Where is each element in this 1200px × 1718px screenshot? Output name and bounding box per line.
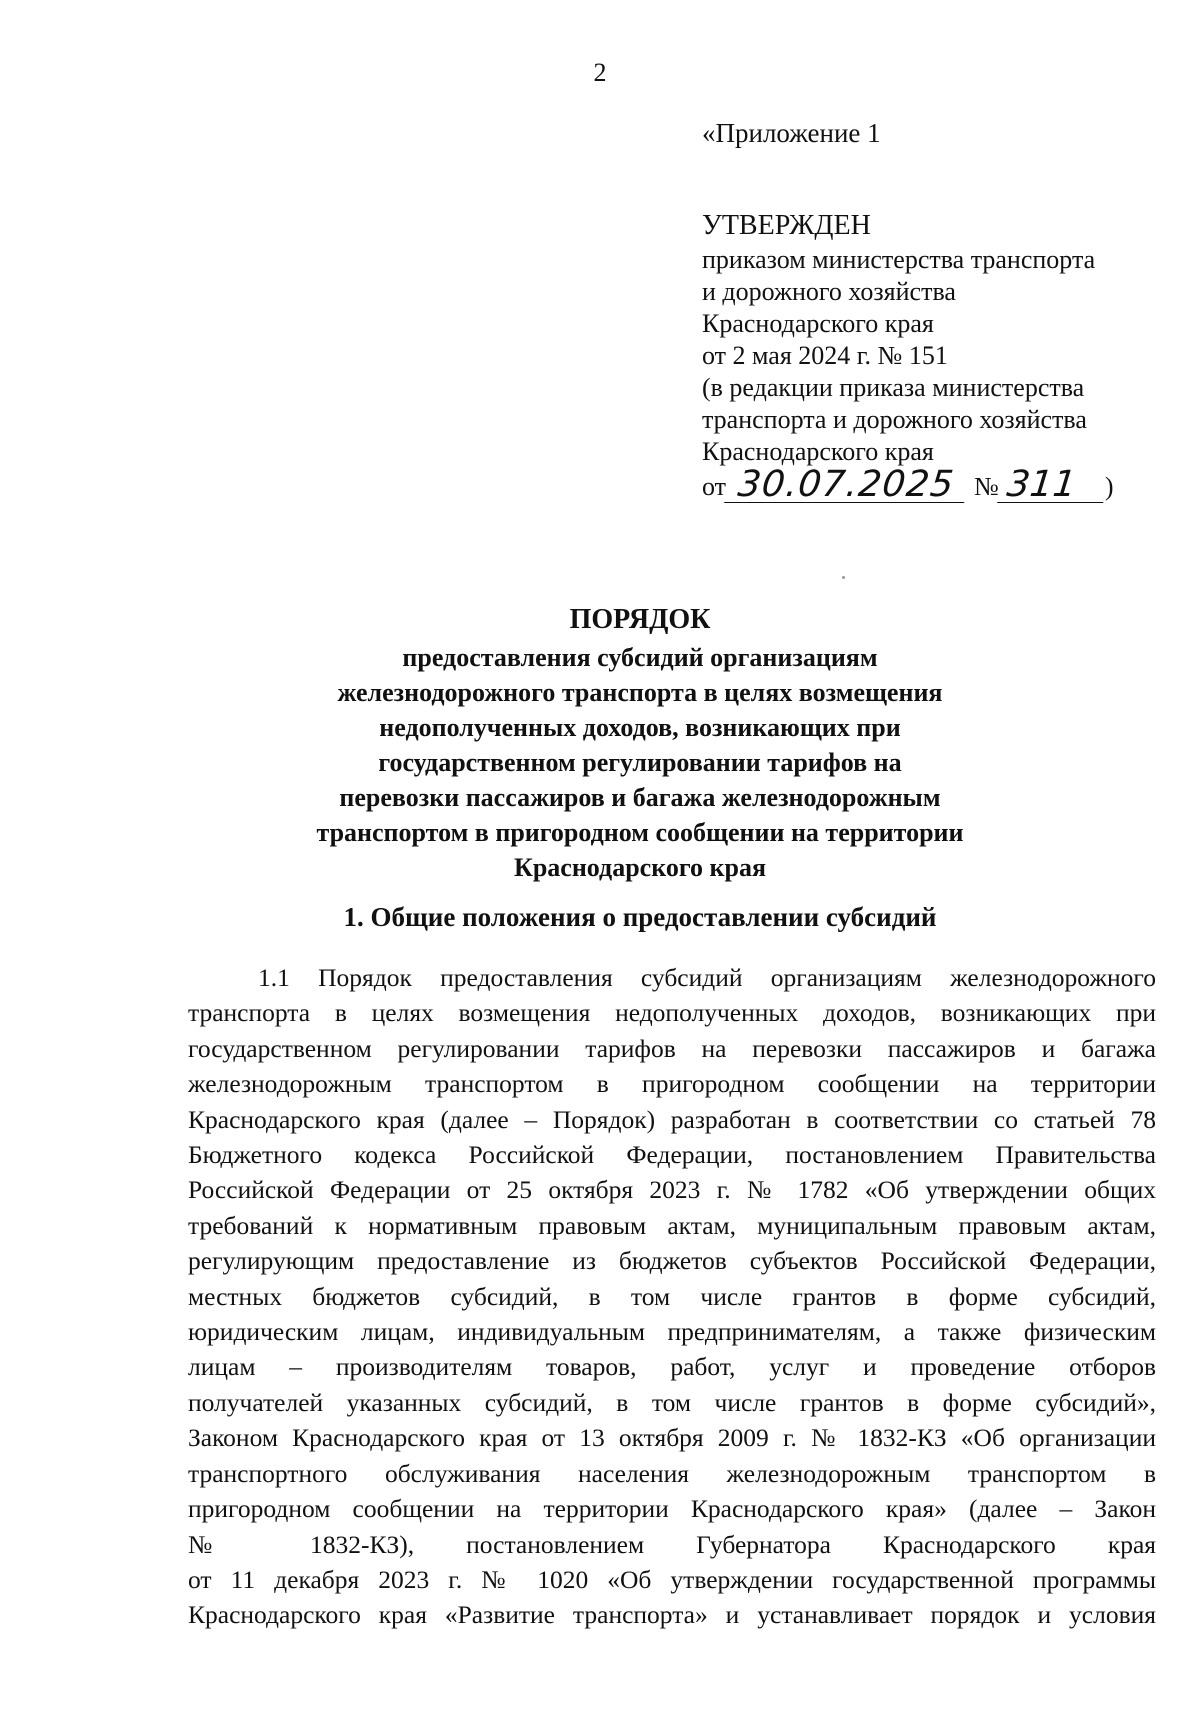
document-subtitle-line: недополученных доходов, возникающих при — [379, 713, 901, 742]
approval-line: приказом министерства транспорта — [702, 245, 1096, 274]
paragraph-line: юридическим лицам, индивидуальным предпринимателям, а также физическим — [188, 1317, 1156, 1347]
appendix-label: «Приложение 1 — [702, 118, 881, 148]
paragraph-line: регулирующим предоставление из бюджетов субъектов Российской Федерации, — [188, 1246, 1156, 1276]
paragraph-line: требований к нормативным правовым актам, муниципальным правовым актам, — [188, 1210, 1156, 1240]
paragraph-line: местных бюджетов субсидий, в том числе грантов в форме субсидий, — [188, 1281, 1156, 1311]
paragraph-line: № 1832-КЗ), постановлением Губернатора Краснодарского края — [188, 1529, 1156, 1559]
date-prefix: от — [702, 472, 727, 501]
paragraph-line: железнодорожным транспортом в пригородном сообщении на территории — [188, 1069, 1156, 1099]
paragraph-line: от 11 декабря 2023 г. № 1020 «Об утверждении государственной программы — [188, 1564, 1156, 1594]
number-sign: № — [974, 472, 999, 501]
approval-title: УТВЕРЖДЕН — [702, 210, 871, 241]
close-paren: ) — [1104, 472, 1114, 501]
approval-block — [702, 210, 1172, 508]
paragraph-line: Бюджетного кодекса Российской Федерации, постановлением Правительства — [188, 1140, 1156, 1170]
section-paragraph — [188, 960, 1156, 1633]
paragraph-line: государственном регулировании тарифов на перевозки пассажиров и багажа — [188, 1033, 1156, 1063]
document-subtitle-line: государственном регулировании тарифов на — [378, 748, 902, 777]
document-subtitle-line: перевозки пассажиров и багажа железнодорожным — [339, 783, 941, 812]
document-subtitle-line: предоставления субсидий организациям — [402, 643, 878, 672]
section-heading: 1. Общие положения о предоставлении субсидий — [343, 902, 937, 932]
paragraph-line: Краснодарского края (далее – Порядок) разработан в соответствии со статьей 78 — [188, 1104, 1156, 1134]
paragraph-line: транспортного обслуживания населения железнодорожным транспортом в — [188, 1458, 1156, 1488]
paragraph-line: лицам – производителям товаров, работ, услуг и проведение отборов — [188, 1352, 1156, 1382]
paragraph-line: Краснодарского края «Развитие транспорта» и устанавливает порядок и условия — [188, 1600, 1156, 1630]
paragraph-line: Законом Краснодарского края от 13 октября 2009 г. № 1832-КЗ «Об организации — [188, 1423, 1156, 1453]
paragraph-line: 1.1 Порядок предоставления субсидий организациям железнодорожного — [258, 963, 1156, 992]
paragraph-line: транспорта в целях возмещения недополученных доходов, возникающих при — [188, 998, 1156, 1028]
approval-line: от 2 мая 2024 г. № 151 — [702, 341, 948, 370]
paragraph-line: Российской Федерации от 25 октября 2023 г. № 1782 «Об утверждении общих — [188, 1175, 1156, 1205]
approval-line: Краснодарского края — [702, 309, 934, 338]
handwritten-date: 30.07.2025 — [724, 468, 968, 503]
approval-line: Краснодарского края — [702, 437, 934, 466]
paragraph-line: получателей указанных субсидий, в том числе грантов в форме субсидий», — [188, 1387, 1156, 1417]
scan-speck — [842, 576, 845, 579]
handwritten-date-line — [702, 464, 1172, 508]
approval-line: и дорожного хозяйства — [702, 277, 956, 306]
page-number: 2 — [593, 58, 607, 87]
document-subtitle-line: Краснодарского края — [513, 853, 767, 882]
document-heading — [200, 602, 1080, 885]
handwritten-number: 311 — [997, 468, 1107, 503]
approval-line: (в редакции приказа министерства — [702, 373, 1085, 402]
approval-line: транспорта и дорожного хозяйства — [702, 405, 1087, 434]
paragraph-line: пригородном сообщении на территории Краснодарского края» (далее – Закон — [188, 1494, 1156, 1524]
document-subtitle-line: железнодорожного транспорта в целях возмещения — [337, 678, 943, 707]
document-subtitle-line: транспортом в пригородном сообщении на территории — [316, 818, 964, 847]
document-title: ПОРЯДОК — [569, 604, 711, 635]
